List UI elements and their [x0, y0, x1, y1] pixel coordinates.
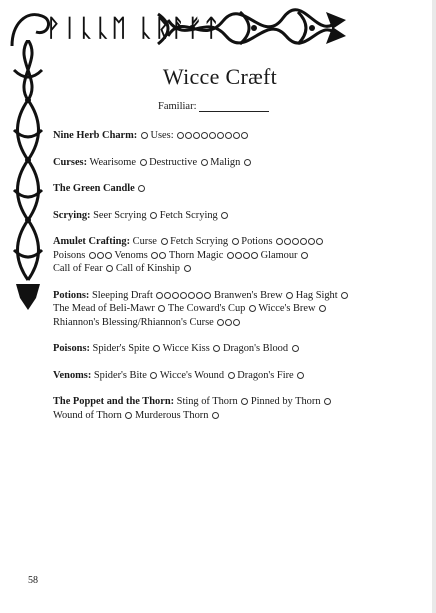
item-label: Spider's Spite	[89, 343, 153, 354]
section	[53, 129, 383, 143]
checkbox-circle[interactable]	[225, 319, 232, 326]
section	[53, 289, 383, 330]
section	[53, 235, 383, 276]
checkbox-circle[interactable]	[249, 305, 256, 312]
checkbox-circle[interactable]	[251, 252, 258, 259]
item-label: Potions	[238, 236, 276, 247]
item-label	[137, 130, 140, 141]
checkbox-circle[interactable]	[243, 252, 250, 259]
item-label: Spider's Bite	[91, 369, 150, 381]
section	[53, 342, 383, 356]
page-edge-shadow	[432, 0, 436, 613]
checkbox-circle[interactable]	[244, 159, 251, 166]
item-label: Pinned by Thorn	[248, 396, 324, 407]
checkbox-circle[interactable]	[196, 292, 203, 299]
section	[53, 182, 383, 196]
section	[53, 156, 383, 170]
item-label: Sting of Thorn	[174, 396, 241, 407]
checkbox-circle[interactable]	[241, 132, 248, 139]
checkbox-circle[interactable]	[233, 319, 240, 326]
celtic-knot-left-border	[10, 40, 46, 312]
checkbox-circle[interactable]	[221, 212, 228, 219]
section-heading: Amulet Crafting:	[53, 236, 131, 247]
checkbox-circle[interactable]	[227, 252, 234, 259]
checkbox-circle[interactable]	[217, 132, 224, 139]
item-label: Thorn Magic	[166, 249, 226, 261]
familiar-blank-line[interactable]	[199, 101, 269, 112]
checkbox-circle[interactable]	[172, 292, 179, 299]
section	[53, 395, 383, 422]
item-label: Wearisome	[87, 156, 139, 168]
checkbox-circle[interactable]	[177, 132, 184, 139]
page-number: 58	[28, 575, 38, 586]
item-label: Wound of Thorn	[53, 409, 125, 421]
item-label: Rhiannon's Blessing/Rhiannon's Curse	[53, 316, 217, 328]
item-label: Seer Scrying	[90, 209, 150, 221]
item-label: Wicce's Wound	[157, 369, 227, 381]
section-heading: Potions:	[53, 289, 90, 301]
checkbox-circle[interactable]	[217, 319, 224, 326]
section-heading: Nine Herb Charm:	[53, 130, 138, 141]
checkbox-circle[interactable]	[233, 132, 240, 139]
checkbox-circle[interactable]	[156, 292, 163, 299]
section-heading: Curses:	[53, 156, 88, 168]
familiar-field	[158, 101, 269, 112]
checkbox-circle[interactable]	[235, 252, 242, 259]
checkbox-circle[interactable]	[201, 132, 208, 139]
item-label: Venoms	[111, 249, 151, 261]
item-label: Uses:	[147, 130, 177, 141]
checkbox-circle[interactable]	[319, 305, 326, 312]
item-label: Wicce's Brew	[255, 303, 319, 314]
item-label: Malign	[207, 156, 243, 168]
checkbox-circle[interactable]	[292, 238, 299, 245]
checkbox-circle[interactable]	[292, 345, 299, 352]
familiar-label: Familiar:	[158, 101, 197, 112]
checkbox-circle[interactable]	[297, 372, 304, 379]
item-label: The Coward's Cup	[165, 303, 248, 314]
item-label: Branwen's Brew	[211, 289, 286, 301]
spell-list	[53, 129, 383, 435]
checkbox-circle[interactable]	[185, 132, 192, 139]
checkbox-circle[interactable]	[284, 238, 291, 245]
checkbox-circle[interactable]	[105, 252, 112, 259]
item-label: Dragon's Fire	[234, 369, 297, 381]
section	[53, 369, 383, 383]
section	[53, 209, 383, 223]
checkbox-circle[interactable]	[308, 238, 315, 245]
checkbox-circle[interactable]	[341, 292, 348, 299]
section-heading: The Poppet and the Thorn:	[53, 396, 175, 407]
section-heading: Poisons:	[53, 343, 90, 354]
item-label: The Mead of Beli-Mawr	[53, 303, 158, 314]
checkbox-circle[interactable]	[164, 292, 171, 299]
checkbox-circle[interactable]	[301, 252, 308, 259]
item-label: Sleeping Draft	[89, 289, 156, 301]
item-label	[135, 183, 138, 194]
checkbox-circle[interactable]	[89, 252, 96, 259]
page-title: Wicce Cræft	[162, 64, 278, 89]
checkbox-circle[interactable]	[141, 132, 148, 139]
checkbox-circle[interactable]	[161, 238, 168, 245]
item-label: Fetch Scrying	[157, 209, 221, 221]
item-label: Call of Kinship	[113, 263, 183, 274]
checkbox-circle[interactable]	[276, 238, 283, 245]
checkbox-circle[interactable]	[232, 238, 239, 245]
checkbox-circle[interactable]	[212, 412, 219, 419]
item-label: Dragon's Blood	[220, 343, 291, 354]
item-label: Destructive	[146, 156, 200, 168]
checkbox-circle[interactable]	[188, 292, 195, 299]
checkbox-circle[interactable]	[228, 372, 235, 379]
checkbox-circle[interactable]	[184, 265, 191, 272]
item-label: Hag Sight	[293, 289, 341, 301]
checkbox-circle[interactable]	[138, 185, 145, 192]
checkbox-circle[interactable]	[300, 238, 307, 245]
item-label: Call of Fear	[53, 263, 106, 274]
item-label: Wicce Kiss	[160, 343, 213, 354]
checkbox-circle[interactable]	[97, 252, 104, 259]
rune-heading: ᚹᛁᚳᚳᛖ ᚳᚱᚨᚠᛏ	[46, 14, 221, 42]
item-label: Murderous Thorn	[132, 409, 212, 421]
checkbox-circle[interactable]	[140, 159, 147, 166]
section-heading: Scrying:	[53, 209, 91, 221]
checkbox-circle[interactable]	[324, 398, 331, 405]
checkbox-circle[interactable]	[201, 159, 208, 166]
checkbox-circle[interactable]	[193, 132, 200, 139]
checkbox-circle[interactable]	[209, 132, 216, 139]
item-label: Curse	[130, 236, 160, 247]
item-label: Fetch Scrying	[167, 236, 231, 247]
section-heading: Venoms:	[53, 369, 92, 381]
item-label: Poisons	[53, 249, 88, 261]
checkbox-circle[interactable]	[180, 292, 187, 299]
checkbox-circle[interactable]	[225, 132, 232, 139]
item-label: Glamour	[257, 249, 301, 261]
section-heading: The Green Candle	[53, 183, 135, 194]
checkbox-circle[interactable]	[151, 252, 158, 259]
checkbox-circle[interactable]	[316, 238, 323, 245]
